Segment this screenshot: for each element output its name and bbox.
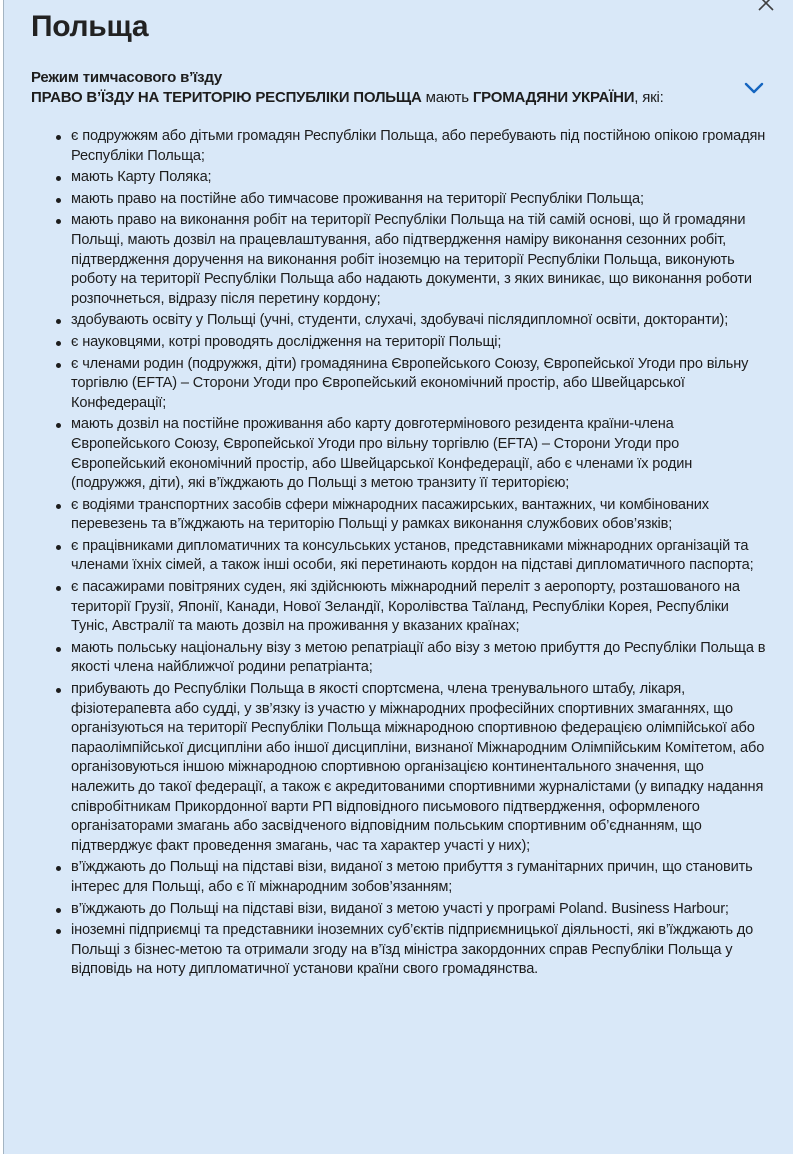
list-item: іноземні підприємці та представники іноземних суб’єктів підприємницької діяльності, які в’їжджають до Польщі з бізнес-метою та отримали згоду на в’їзд міністра закордонних справ Республіки Польща у відповідь на ноту дипломатичної установи країни свого громадянства.	[71, 921, 769, 980]
list-item: здобувають освіту у Польщі (учні, студенти, слухачі, здобувачі післядипломної освіти, докторанти);	[71, 311, 769, 331]
list-item: мають право на виконання робіт на території Республіки Польща на тій самій основі, що й громадяни Польщі, мають дозвіл на працевлаштування, або підтвердження наміру виконання сезонних робіт, підтвердження доручення на виконання робіт іноземцю на території Республіки Польща, виконують роботу на території Республіки Польща або надають документи, з яких виникає, що виконання роботи розпочнеться, відразу після перетину кордону;	[71, 211, 769, 309]
list-item: є працівниками дипломатичних та консульських установ, представниками міжнародних організацій та членами їхніх сімей, а також інші особи, які перетинають кордон на підставі дипломатичного паспорта;	[71, 537, 769, 576]
list-item: в’їжджають до Польщі на підставі візи, виданої з метою прибуття з гуманітарних причин, що становить інтерес для Польщі, або є її міжнародним зобов’язанням;	[71, 858, 769, 897]
list-item: прибувають до Республіки Польща в якості спортсмена, члена тренувального штабу, лікаря, фізіотерапевта або судді, у зв’язку із участю у міжнародних професійних спортивних змаганнях, що організуються на території Республіки Польща міжнародною спортивною федерацією олімпійської або параолімпійської дисципліни або іншої дисципліни, визнаної Міжнародним Олімпійським Комітетом, або організовуються іншою міжнародною спортивною організацією континентального значення, що належить до такої федерації, а також є акредитованими спортивними журналістами (у випадку надання співробітникам Прикордонної варти РП відповідного письмового підтвердження, оформленого організаторами змагань або засвідченого відповідним польським спортивним об’єднанням, що підтверджує факт проведення змагань, час та характер участі у них);	[71, 680, 769, 856]
country-info-panel	[3, 0, 793, 1154]
entry-regime-intro	[31, 68, 771, 108]
list-item: є водіями транспортних засобів сфери міжнародних пасажирських, вантажних, чи комбінованих перевезень та в’їжджають на територію Польщі у рамках виконання службових обов’язків;	[71, 496, 769, 535]
collapse-section-button[interactable]	[741, 77, 767, 99]
list-item: є членами родин (подружжя, діти) громадянина Європейського Союзу, Європейської Угоди про вільну торгівлю (EFTA) – Сторони Угоди про Європейський економічний простір, або Швейцарської Конфедерації;	[71, 355, 769, 414]
list-item: є науковцями, котрі проводять дослідження на території Польщі;	[71, 333, 769, 353]
page-title: Польща	[31, 10, 149, 43]
list-item: є подружжям або дітьми громадян Республіки Польща, або перебувають під постійною опікою громадян Республіки Польща;	[71, 127, 769, 166]
entry-right-tail: , які:	[634, 89, 664, 106]
entry-right-regular: мають	[421, 89, 473, 106]
list-item: в’їжджають до Польщі на підставі візи, виданої з метою участі у програмі Poland. Business Harbour;	[71, 900, 769, 920]
list-item: є пасажирами повітряних суден, які здійснюють міжнародний переліт з аеропорту, розташованого на території Грузії, Японії, Канади, Нової Зеландії, Королівства Таїланд, Республіки Корея, Республіки Туніс, Австралії та мають дозвіл на проживання у вказаних країнах;	[71, 578, 769, 637]
chevron-down-icon	[744, 82, 764, 94]
close-button[interactable]	[754, 0, 778, 24]
list-item: мають Карту Поляка;	[71, 168, 769, 188]
list-item: мають дозвіл на постійне проживання або карту довготермінового резидента країни-члена Європейського Союзу, Європейської Угоди про вільну торгівлю (EFTA) – Сторони Угоди про Європейський економічний простір, або Швейцарської Конфедерації, або є членами їх родин (подружжя, діти), які в’їжджають до Польщі з метою транзиту її територією;	[71, 415, 769, 493]
list-item: мають польську національну візу з метою репатріації або візу з метою прибуття до Республіки Польща в якості члена найближчої родини репатріанта;	[71, 639, 769, 678]
close-icon	[756, 0, 776, 16]
list-item: мають право на постійне або тимчасове проживання на території Республіки Польща;	[71, 190, 769, 210]
regime-heading: Режим тимчасового в’їзду	[31, 69, 222, 86]
citizens-bold: ГРОМАДЯНИ УКРАЇНИ	[472, 89, 635, 106]
entry-right-bold: ПРАВО В’ЇЗДУ НА ТЕРИТОРІЮ РЕСПУБЛІКИ ПОЛЬЩА	[31, 89, 422, 106]
entry-right-line	[31, 88, 719, 108]
entry-rights-list	[31, 127, 771, 980]
